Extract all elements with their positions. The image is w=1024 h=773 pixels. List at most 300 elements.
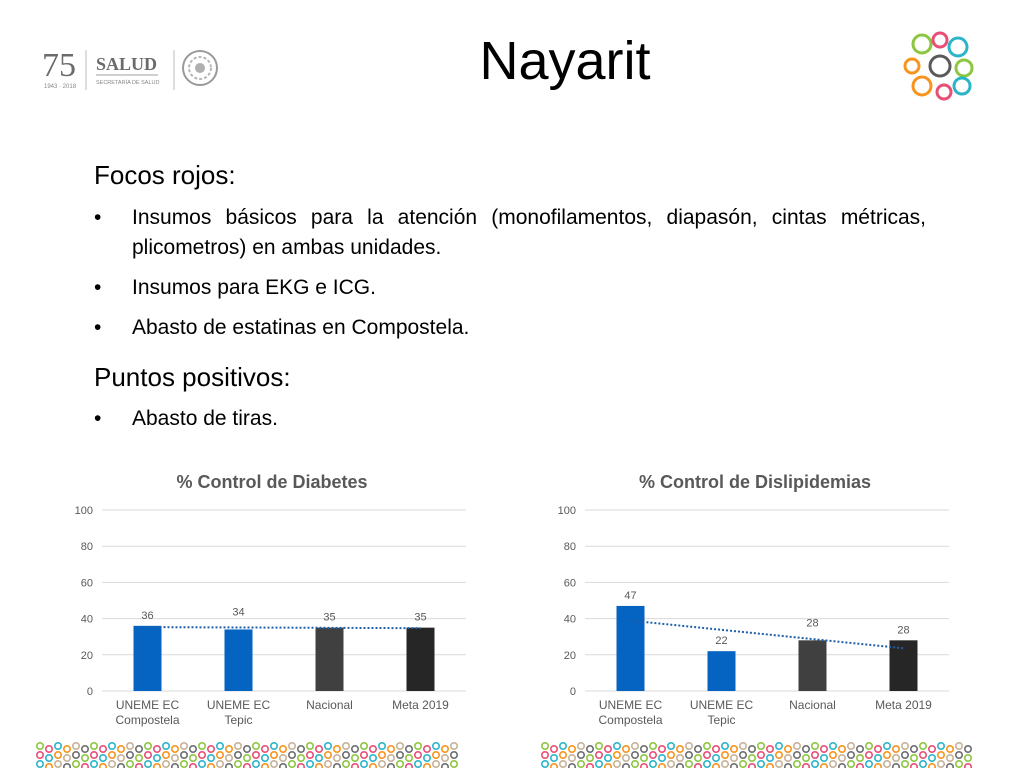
- decorative-circle: [857, 746, 863, 752]
- decorative-circle: [379, 743, 385, 749]
- decorative-circle: [920, 743, 926, 749]
- y-tick-label: 0: [569, 686, 576, 698]
- decorative-circle: [343, 761, 349, 767]
- decorative-circle: [794, 761, 800, 767]
- decorative-circle: [307, 761, 313, 767]
- decorative-circle: [947, 764, 953, 768]
- decorative-circle: [776, 743, 782, 749]
- decorative-circle: [677, 764, 683, 768]
- decorative-circle: [181, 761, 187, 767]
- chart-dislipidemias: [535, 462, 975, 737]
- decorative-circle: [884, 752, 890, 758]
- x-tick-label: Compostela: [115, 713, 180, 727]
- decorative-circle: [451, 752, 457, 758]
- decorative-circle: [235, 752, 241, 758]
- decorative-circle: [830, 743, 836, 749]
- decorative-circle: [181, 743, 187, 749]
- decorative-circle: [361, 752, 367, 758]
- decorative-circle: [965, 755, 971, 761]
- decorative-circle: [217, 743, 223, 749]
- decorative-circle: [208, 755, 214, 761]
- x-tick-label: Nacional: [306, 698, 353, 712]
- decorative-circle: [244, 755, 250, 761]
- decorative-circle: [893, 755, 899, 761]
- decorative-circle: [298, 746, 304, 752]
- logo-brand: SALUD: [96, 54, 158, 74]
- decorative-circle: [704, 743, 710, 749]
- decorative-circle: [884, 761, 890, 767]
- decorative-circle: [325, 752, 331, 758]
- chart-title: % Control de Diabetes: [176, 472, 368, 492]
- decorative-circle: [839, 755, 845, 761]
- decorative-circle: [677, 755, 683, 761]
- x-tick-label: Meta 2019: [875, 698, 932, 712]
- decorative-circle: [866, 743, 872, 749]
- decorative-circle: [163, 743, 169, 749]
- bar: [225, 629, 253, 691]
- decorative-circle: [569, 764, 575, 768]
- decorative-circle: [136, 746, 142, 752]
- decorative-circle: [938, 752, 944, 758]
- decorative-circle: [713, 746, 719, 752]
- decorative-circle: [226, 755, 232, 761]
- decorative-circle: [145, 743, 151, 749]
- y-tick-label: 20: [563, 649, 576, 662]
- decorative-circle: [100, 755, 106, 761]
- decorative-circle: [947, 746, 953, 752]
- decorative-circle: [938, 743, 944, 749]
- decorative-circle: [433, 743, 439, 749]
- decorative-circle: [406, 755, 412, 761]
- decorative-circle: [641, 746, 647, 752]
- x-tick-label: Tepic: [224, 713, 253, 727]
- decorative-circle: [542, 752, 548, 758]
- decorative-circle: [713, 755, 719, 761]
- decorative-circle: [803, 755, 809, 761]
- decorative-circle: [235, 761, 241, 767]
- decorative-circle: [289, 743, 295, 749]
- decorative-circle: [64, 746, 70, 752]
- decorative-circle: [578, 743, 584, 749]
- decorative-circle: [659, 755, 665, 761]
- decorative-circle: [875, 755, 881, 761]
- decorative-circle: [235, 743, 241, 749]
- decorative-circle: [587, 746, 593, 752]
- decorative-circle: [307, 743, 313, 749]
- data-label: 28: [806, 617, 819, 630]
- decorative-circle: [46, 755, 52, 761]
- y-tick-label: 40: [80, 613, 93, 626]
- decorative-circle: [578, 761, 584, 767]
- decorative-circle: [731, 746, 737, 752]
- decorative-circle: [316, 746, 322, 752]
- decorative-circle: [271, 761, 277, 767]
- trendline: [148, 627, 421, 628]
- data-label: 22: [715, 635, 728, 648]
- decorative-circle: [37, 761, 43, 767]
- decorative-circle: [812, 743, 818, 749]
- data-label: 35: [323, 611, 336, 624]
- decorative-circle: [938, 761, 944, 767]
- decorative-circle: [632, 752, 638, 758]
- decorative-circle: [415, 752, 421, 758]
- decorative-circle: [605, 755, 611, 761]
- circles-logo-icon: [900, 30, 980, 106]
- page-title: Nayarit: [479, 31, 651, 91]
- decorative-circle: [37, 743, 43, 749]
- decorative-circle: [785, 755, 791, 761]
- decorative-circle: [956, 752, 962, 758]
- decorative-circle: [91, 743, 97, 749]
- list-item-text: Insumos para EKG e ICG.: [132, 276, 376, 299]
- logo-subtitle: SECRETARÍA DE SALUD: [96, 80, 160, 86]
- decorative-circle: [280, 755, 286, 761]
- decorative-circle: [289, 752, 295, 758]
- decorative-circle: [605, 746, 611, 752]
- decorative-circle: [758, 761, 764, 767]
- decorative-circle: [442, 746, 448, 752]
- decorative-circle: [821, 755, 827, 761]
- decorative-circle: [929, 746, 935, 752]
- decorative-circle: [830, 752, 836, 758]
- decorative-circle: [794, 752, 800, 758]
- decorative-circle: [100, 746, 106, 752]
- decorative-circle: [659, 764, 665, 768]
- decorative-circle: [127, 752, 133, 758]
- decorative-circle: [181, 752, 187, 758]
- decorative-circle: [578, 752, 584, 758]
- decorative-circle: [352, 764, 358, 768]
- decorative-circle: [127, 743, 133, 749]
- list-item: [94, 273, 926, 303]
- focos-rojos-list: [94, 203, 926, 353]
- data-label: 47: [624, 589, 637, 602]
- bar: [799, 640, 827, 691]
- bullet-icon: •: [94, 276, 102, 299]
- decorative-circle: [740, 761, 746, 767]
- x-tick-label: UNEME EC: [598, 698, 663, 712]
- decorative-circle: [668, 752, 674, 758]
- decorative-circle: [82, 764, 88, 768]
- decorative-circle: [767, 746, 773, 752]
- decorative-circle: [632, 761, 638, 767]
- decorative-circle: [109, 761, 115, 767]
- decorative-circle: [136, 764, 142, 768]
- decorative-circle: [632, 743, 638, 749]
- decorative-circle: [199, 743, 205, 749]
- decorative-circle: [704, 752, 710, 758]
- decorative-circle: [73, 743, 79, 749]
- decorative-circle: [388, 746, 394, 752]
- decorative-circle: [298, 755, 304, 761]
- decorative-circle: [812, 752, 818, 758]
- decorative-circle: [614, 752, 620, 758]
- x-tick-label: UNEME EC: [115, 698, 180, 712]
- decorative-circle: [217, 761, 223, 767]
- decorative-circle: [776, 752, 782, 758]
- puntos-positivos-list: [94, 404, 926, 444]
- y-tick-label: 80: [563, 541, 576, 554]
- decorative-circle: [767, 755, 773, 761]
- trendline: [631, 621, 904, 649]
- decorative-circle: [839, 764, 845, 768]
- decorative-circle: [397, 761, 403, 767]
- y-tick-label: 100: [557, 505, 576, 517]
- decorative-circle: [208, 764, 214, 768]
- decorative-circle: [190, 755, 196, 761]
- decorative-circle: [325, 761, 331, 767]
- decorative-circle: [262, 755, 268, 761]
- decorative-circle: [641, 764, 647, 768]
- decorative-circle: [199, 761, 205, 767]
- decorative-circle: [208, 746, 214, 752]
- decorative-circle: [803, 764, 809, 768]
- decorative-circle: [722, 752, 728, 758]
- x-tick-label: Compostela: [598, 713, 663, 727]
- decorative-circle: [415, 761, 421, 767]
- section-heading-puntos-positivos: Puntos positivos:: [94, 362, 291, 392]
- decorative-circle: [749, 746, 755, 752]
- decorative-circle: [424, 755, 430, 761]
- decorative-circle: [352, 746, 358, 752]
- logo-anniversary: 75: [42, 47, 76, 84]
- decorative-circle: [686, 761, 692, 767]
- decorative-circle: [569, 746, 575, 752]
- x-tick-label: Meta 2019: [392, 698, 449, 712]
- decorative-circle: [623, 746, 629, 752]
- decorative-circle: [289, 761, 295, 767]
- decorative-circle: [659, 746, 665, 752]
- decorative-circle: [866, 761, 872, 767]
- list-item-text: Abasto de estatinas en Compostela.: [132, 316, 470, 339]
- decorative-circle: [226, 746, 232, 752]
- decorative-circle: [965, 764, 971, 768]
- decorative-circle: [965, 746, 971, 752]
- decorative-circle: [325, 743, 331, 749]
- decorative-circle: [713, 764, 719, 768]
- decorative-circle: [334, 764, 340, 768]
- decorative-circle: [64, 764, 70, 768]
- decorative-circle: [614, 761, 620, 767]
- decorative-circle: [623, 764, 629, 768]
- y-tick-label: 80: [80, 541, 93, 554]
- decorative-circle: [154, 746, 160, 752]
- decorative-circle: [785, 746, 791, 752]
- decorative-circle: [73, 761, 79, 767]
- decorative-circle: [794, 743, 800, 749]
- decorative-circle: [298, 764, 304, 768]
- decorative-circle: [551, 755, 557, 761]
- decorative-circle: [406, 746, 412, 752]
- decorative-circle: [902, 752, 908, 758]
- decorative-circle: [929, 755, 935, 761]
- decorative-circle: [199, 752, 205, 758]
- decorative-circle: [136, 755, 142, 761]
- decorative-circle: [569, 755, 575, 761]
- decorative-circle: [100, 764, 106, 768]
- decorative-circle: [650, 743, 656, 749]
- decorative-circle: [154, 764, 160, 768]
- decorative-circle: [244, 764, 250, 768]
- decorative-circle: [271, 743, 277, 749]
- decorative-circle: [695, 764, 701, 768]
- decorative-circle: [172, 755, 178, 761]
- decorative-circle: [217, 752, 223, 758]
- list-item-text: Insumos básicos para la atención (monofilamentos, diapasón, cintas métricas, plicometros) en ambas unidades.: [132, 206, 926, 259]
- bullet-icon: •: [94, 407, 102, 430]
- decorative-circle: [55, 743, 61, 749]
- decorative-circle: [668, 761, 674, 767]
- decorative-circle: [740, 752, 746, 758]
- decorative-circle: [587, 755, 593, 761]
- decorative-circle: [695, 746, 701, 752]
- decorative-circle: [812, 761, 818, 767]
- decorative-circle: [902, 743, 908, 749]
- decorative-circle: [253, 743, 259, 749]
- decorative-circle: [920, 752, 926, 758]
- decorative-circle: [551, 764, 557, 768]
- decorative-circle: [686, 752, 692, 758]
- decorative-circle: [947, 755, 953, 761]
- data-label: 35: [414, 611, 427, 624]
- decorative-circle: [352, 755, 358, 761]
- decorative-circle: [379, 761, 385, 767]
- decorative-circle: [55, 752, 61, 758]
- decorative-circle: [911, 764, 917, 768]
- decorative-circle: [424, 746, 430, 752]
- decorative-circle: [370, 746, 376, 752]
- decorative-circle: [370, 764, 376, 768]
- decorative-circle: [397, 743, 403, 749]
- decorative-circle: [857, 755, 863, 761]
- decorative-circle: [803, 746, 809, 752]
- decorative-circle: [82, 746, 88, 752]
- list-item: [94, 313, 926, 343]
- decorative-circle: [118, 755, 124, 761]
- decorative-circle: [82, 755, 88, 761]
- decorative-circle: [767, 764, 773, 768]
- decorative-circle: [542, 761, 548, 767]
- decorative-circle: [343, 752, 349, 758]
- decorative-circle: [163, 761, 169, 767]
- decorative-circle: [560, 743, 566, 749]
- decorative-circle: [911, 755, 917, 761]
- decorative-circle: [731, 764, 737, 768]
- list-item: [94, 404, 926, 434]
- y-tick-label: 0: [86, 686, 93, 698]
- decorative-circle: [758, 743, 764, 749]
- list-item-text: Abasto de tiras.: [132, 407, 278, 430]
- decorative-circle: [821, 746, 827, 752]
- data-label: 28: [897, 624, 910, 637]
- decorative-circle: [875, 746, 881, 752]
- decorative-circle: [605, 764, 611, 768]
- decorative-circle: [343, 743, 349, 749]
- chart-diabetes: [52, 462, 492, 737]
- decorative-circle: [253, 752, 259, 758]
- decorative-circle: [190, 746, 196, 752]
- x-tick-label: UNEME EC: [689, 698, 754, 712]
- chart-dislipidemias-plot: [535, 462, 975, 737]
- decorative-circle: [433, 761, 439, 767]
- y-tick-label: 100: [74, 505, 93, 517]
- decorative-circle: [848, 743, 854, 749]
- decorative-circle: [406, 764, 412, 768]
- decorative-circle: [388, 755, 394, 761]
- decorative-circle: [118, 764, 124, 768]
- decorative-circle: [929, 764, 935, 768]
- decorative-circle: [91, 752, 97, 758]
- bar: [708, 651, 736, 691]
- decorative-circle: [109, 752, 115, 758]
- decorative-circle: [244, 746, 250, 752]
- bar: [407, 628, 435, 691]
- decorative-circle: [560, 761, 566, 767]
- decorative-circle: [73, 752, 79, 758]
- decorative-circle: [127, 761, 133, 767]
- decorative-circle: [109, 743, 115, 749]
- decorative-circle: [55, 761, 61, 767]
- decorative-circle: [893, 764, 899, 768]
- decorative-circle: [848, 752, 854, 758]
- decorative-circle: [785, 764, 791, 768]
- decorative-circle: [821, 764, 827, 768]
- decorative-circle: [433, 752, 439, 758]
- x-tick-label: Nacional: [789, 698, 836, 712]
- decorative-circle: [749, 764, 755, 768]
- decorative-circle: [451, 761, 457, 767]
- decorative-circle: [776, 761, 782, 767]
- decorative-circle: [623, 755, 629, 761]
- bar: [134, 626, 162, 691]
- decorative-circle: [271, 752, 277, 758]
- decorative-circle: [614, 743, 620, 749]
- y-tick-label: 60: [80, 577, 93, 590]
- decorative-circle: [920, 761, 926, 767]
- decorative-circle: [262, 746, 268, 752]
- bar: [316, 628, 344, 691]
- decorative-circle: [118, 746, 124, 752]
- decorative-circle: [893, 746, 899, 752]
- bullet-icon: •: [94, 316, 102, 339]
- decorative-circle: [226, 764, 232, 768]
- data-label: 36: [141, 609, 154, 622]
- bar: [617, 606, 645, 691]
- decorative-circle: [46, 746, 52, 752]
- decorative-circle: [334, 746, 340, 752]
- decorative-circle: [596, 743, 602, 749]
- decorative-circle: [397, 752, 403, 758]
- bullet-icon: •: [94, 206, 102, 229]
- decorative-circle: [956, 761, 962, 767]
- decorative-circle: [154, 755, 160, 761]
- decorative-circle: [46, 764, 52, 768]
- decorative-circle: [172, 746, 178, 752]
- decorative-circle: [686, 743, 692, 749]
- decorative-circle: [442, 764, 448, 768]
- decorative-circle: [370, 755, 376, 761]
- decorative-circle: [884, 743, 890, 749]
- decorative-circle: [551, 746, 557, 752]
- decorative-circle: [424, 764, 430, 768]
- decorative-circle: [190, 764, 196, 768]
- decorative-circle: [253, 761, 259, 767]
- decorative-circle: [911, 746, 917, 752]
- decorative-circle: [587, 764, 593, 768]
- decorative-circle: [731, 755, 737, 761]
- decorative-circle: [37, 752, 43, 758]
- decorative-circle: [641, 755, 647, 761]
